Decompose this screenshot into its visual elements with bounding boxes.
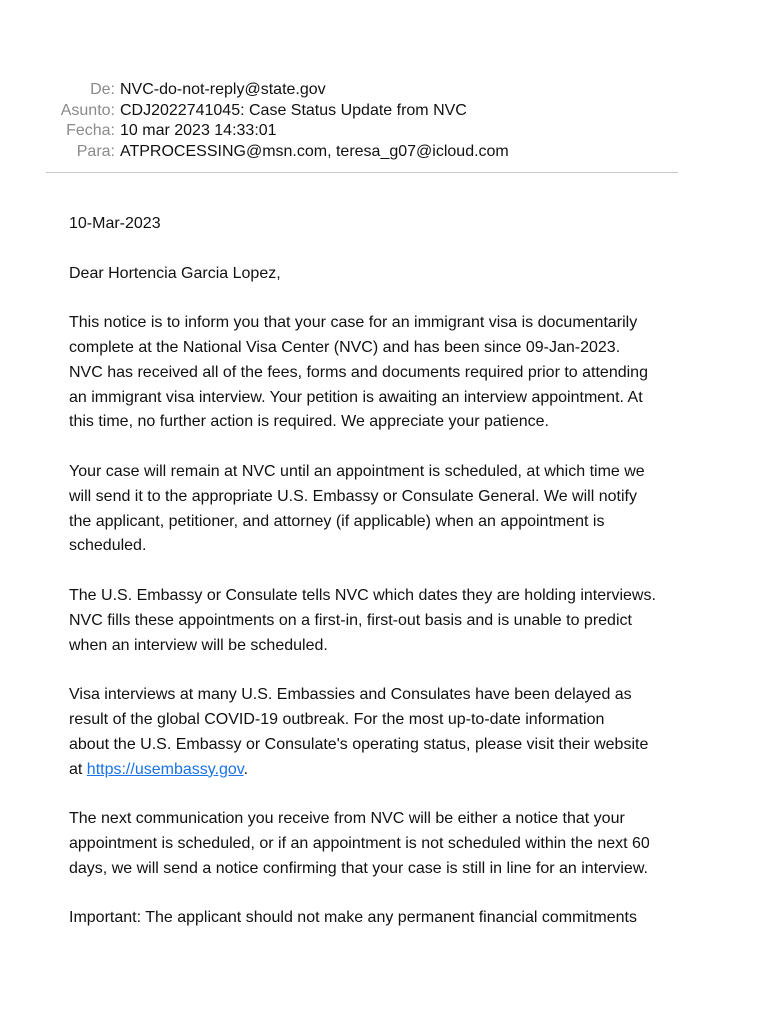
email-body: [69, 212, 709, 956]
to-label: Para:: [76, 142, 115, 160]
header-subject-row: [0, 101, 768, 122]
header-from-row: [0, 80, 768, 101]
from-value[interactable]: NVC-do-not-reply@state.gov: [120, 81, 326, 98]
paragraph-embassy-dates: The U.S. Embassy or Consulate tells NVC which dates they are holding interviews. NVC fills these appointments on a first-in, first-out basis and is unable to predict when an interview will be scheduled.: [69, 586, 656, 654]
greeting: Dear Hortencia Garcia Lopez,: [69, 264, 281, 282]
to-value[interactable]: ATPROCESSING@msn.com, teresa_g07@icloud.com: [120, 142, 509, 160]
header-date-row: [0, 121, 768, 142]
paragraph-important: Important: The applicant should not make any permanent financial commitments: [69, 909, 637, 927]
paragraph-case-remains: Your case will remain at NVC until an appointment is scheduled, at which time we will send it to the appropriate U.S. Embassy or Consulate General. We will notify the applicant, petitioner, and attorney (if applicable) when an appointment is scheduled.: [69, 462, 645, 555]
date-value: 10 mar 2023 14:33:01: [120, 122, 277, 139]
covid-text: Visa interviews at many U.S. Embassies and Consulates have been delayed as result of the global COVID-19 outbreak. For the most up-to-date information about the U.S. Embassy or Consulate's operating status, please visit their website at: [69, 686, 649, 778]
paragraph-documentarily-complete: This notice is to inform you that your case for an immigrant visa is documentarily complete at the National Visa Center (NVC) and has been since 09-Jan-2023. NVC has received all of the fees, forms and documents required prior to attending an immigrant visa interview. Your petition is awaiting an interview appointment. At this time, no further action is required. We appreciate your patience.: [69, 314, 648, 431]
subject-label: Asunto:: [60, 101, 115, 119]
letter-date: 10-Mar-2023: [69, 215, 161, 232]
covid-text-end: .: [243, 760, 249, 778]
date-label: Fecha:: [66, 122, 115, 139]
paragraph-covid-delays: [69, 683, 709, 782]
from-label: De:: [90, 81, 115, 98]
header-to-row: [0, 142, 768, 163]
subject-value: CDJ2022741045: Case Status Update from NVC: [120, 101, 467, 119]
header-divider: [46, 172, 678, 173]
email-header: [0, 80, 768, 162]
usembassy-link[interactable]: https://usembassy.gov: [86, 760, 244, 778]
paragraph-next-communication: The next communication you receive from NVC will be either a notice that your appointment is scheduled, or if an appointment is not scheduled within the next 60 days, we will send a notice confirming that your case is still in line for an interview.: [69, 810, 650, 877]
